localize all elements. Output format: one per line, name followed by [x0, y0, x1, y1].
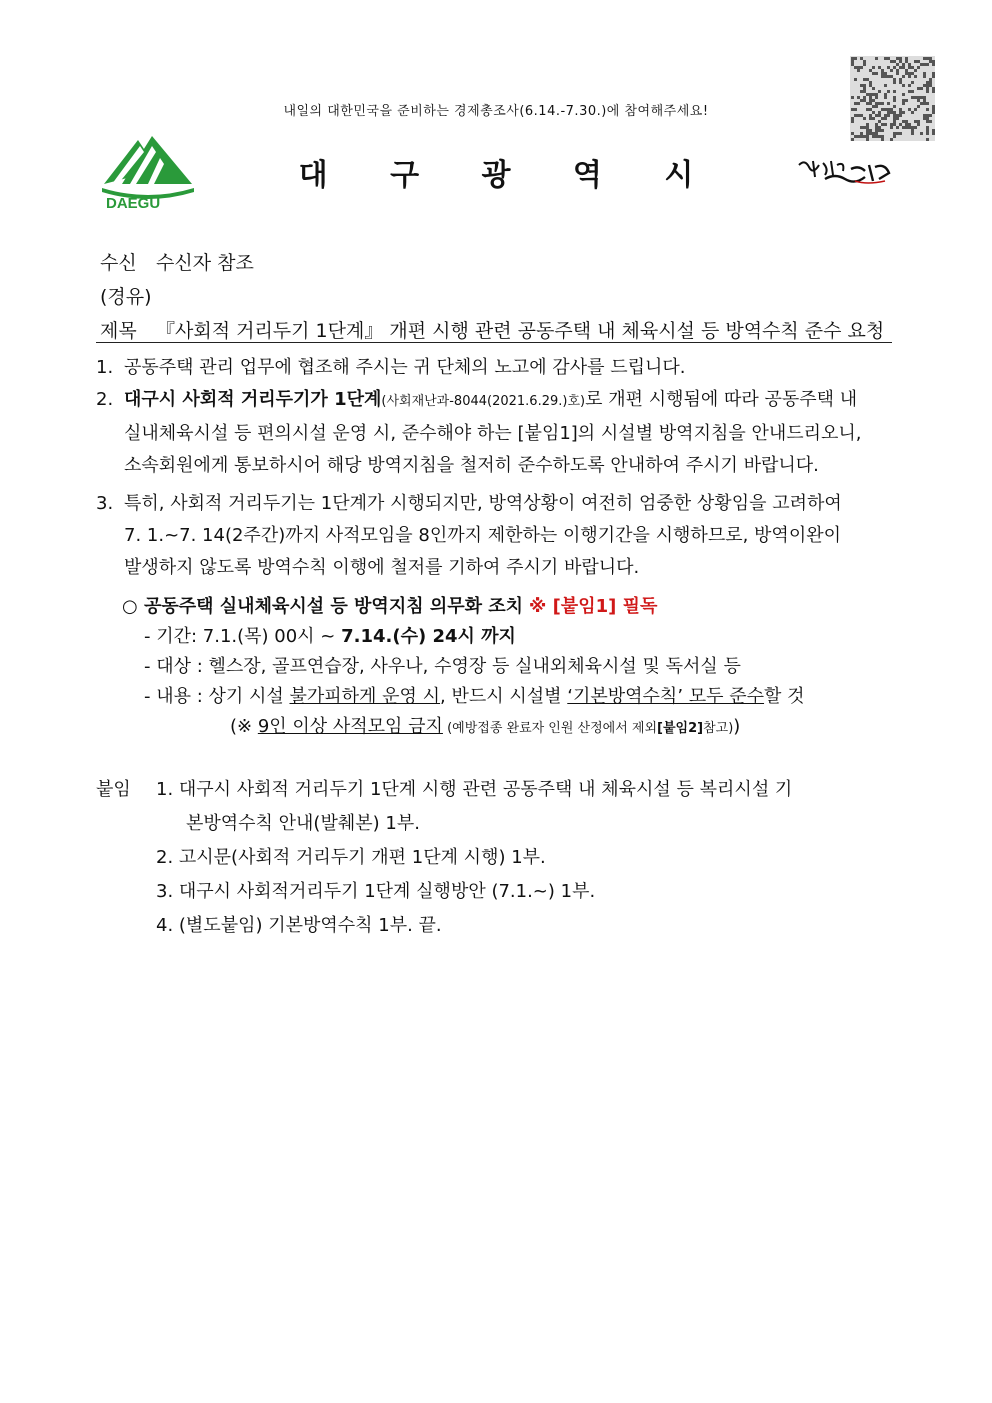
recipient-label: 수신: [100, 252, 137, 274]
content-underlined-2: ‘기본방역수칙’ 모두 준수: [567, 686, 765, 707]
period-end: 7.14.(수) 24시 까지: [341, 626, 516, 647]
org-title: 대 구 광 역 시: [298, 158, 720, 193]
content-label: - 내용 : 상기 시설: [144, 686, 290, 707]
via-row: [100, 282, 152, 309]
paragraph-reference: (사회재난과-8044(2021.6.29.)호): [381, 394, 586, 409]
attachment-item-1-cont: 본방역수칙 안내(발췌본) 1부.: [186, 813, 420, 834]
subject-row: [100, 316, 884, 343]
paragraph-text: 발생하지 않도록 방역수칙 이행에 철저를 기하여 주시기 바랍니다.: [124, 557, 640, 578]
attachment-item-2: 2. 고시문(사회적 거리두기 개편 1단계 시행) 1부.: [156, 847, 546, 868]
paragraph-text: 특히, 사회적 거리두기는 1단계가 시행되지만, 방역상황이 여전히 엄중한 상황임을 고려하여: [124, 493, 842, 514]
calligraphy-slogan-image: [795, 155, 895, 191]
paragraph-text: 로 개편 시행됨에 따라 공동주택 내: [585, 389, 858, 410]
period-label: - 기간: 7.1.(목) 00시 ~: [144, 626, 342, 647]
campaign-slogan: 내일의 대한민국을 준비하는 경제총조사(6.14.-7.30.)에 참여해주세요!: [283, 104, 709, 119]
paragraph-text: 실내체육시설 등 편의시설 운영 시, 준수해야 하는 [붙임1]의 시설별 방역지침을 안내드리오니,: [124, 423, 862, 444]
note-open: (※: [230, 716, 258, 737]
subject-divider: [96, 342, 892, 343]
attachments: [96, 773, 896, 943]
attachments-label: 붙임: [96, 779, 131, 800]
paragraph-number: 2.: [96, 389, 114, 410]
subject-label: 제목: [100, 320, 137, 342]
subject-value: 『사회적 거리두기 1단계』 개편 시행 관련 공동주택 내 체육시설 등 방역수칙 준수 요청: [156, 320, 885, 342]
target-line: - 대상 : 헬스장, 골프연습장, 사우나, 수영장 등 실내외체육시설 및 독서실 등: [144, 656, 741, 677]
note-underlined: 9인 이상 사적모임 금지: [257, 716, 443, 737]
paragraph-number: 3.: [96, 493, 114, 514]
recipient-row: [100, 248, 254, 275]
paragraph-text: 공동주택 관리 업무에 협조해 주시는 귀 단체의 노고에 감사를 드립니다.: [124, 357, 686, 378]
paragraph-text: 7. 1.~7. 14(2주간)까지 사적모임을 8인까지 제한하는 이행기간을 시행하므로, 방역이완이: [124, 525, 841, 546]
paragraph-3: [96, 488, 896, 584]
mandatory-measures-box: [122, 592, 902, 744]
attachment-item-4: 4. (별도붙임) 기본방역수칙 1부. 끝.: [156, 915, 442, 936]
paragraph-number: 1.: [96, 357, 114, 378]
paragraph-text: 소속회원에게 통보하시어 해당 방역지침을 철저히 준수하도록 안내하여 주시기 바랍니다.: [124, 455, 819, 476]
box-heading-note: ※ [붙임1] 필독: [528, 596, 658, 617]
note-bold: [붙임2]: [657, 721, 704, 736]
note-close: ): [733, 716, 741, 737]
paragraph-2: [96, 384, 896, 482]
recipient-value: 수신자 참조: [156, 252, 254, 274]
content-end: 할 것: [764, 686, 805, 707]
content-underlined-1: 불가피하게 운영 시: [289, 686, 441, 707]
content-mid: , 반드시 시설별: [440, 686, 568, 707]
logo-text: DAEGU: [106, 195, 161, 210]
attachment-item-3: 3. 대구시 사회적거리두기 1단계 실행방안 (7.1.~) 1부.: [156, 881, 596, 902]
paragraph-1: [96, 352, 896, 384]
paragraph-bold-text: 대구시 사회적 거리두기가 1단계: [124, 389, 382, 410]
attachment-item-1: 1. 대구시 사회적 거리두기 1단계 시행 관련 공동주택 내 체육시설 등 복리시설 기: [156, 779, 793, 800]
note-small-1: (예방접종 완료자 인원 산정에서 제외: [442, 721, 658, 736]
note-small-2: 참고): [703, 721, 734, 736]
qr-code: [850, 56, 935, 141]
box-heading: ○ 공동주택 실내체육시설 등 방역지침 의무화 조치: [122, 596, 524, 617]
via-label: (경유): [100, 286, 152, 308]
